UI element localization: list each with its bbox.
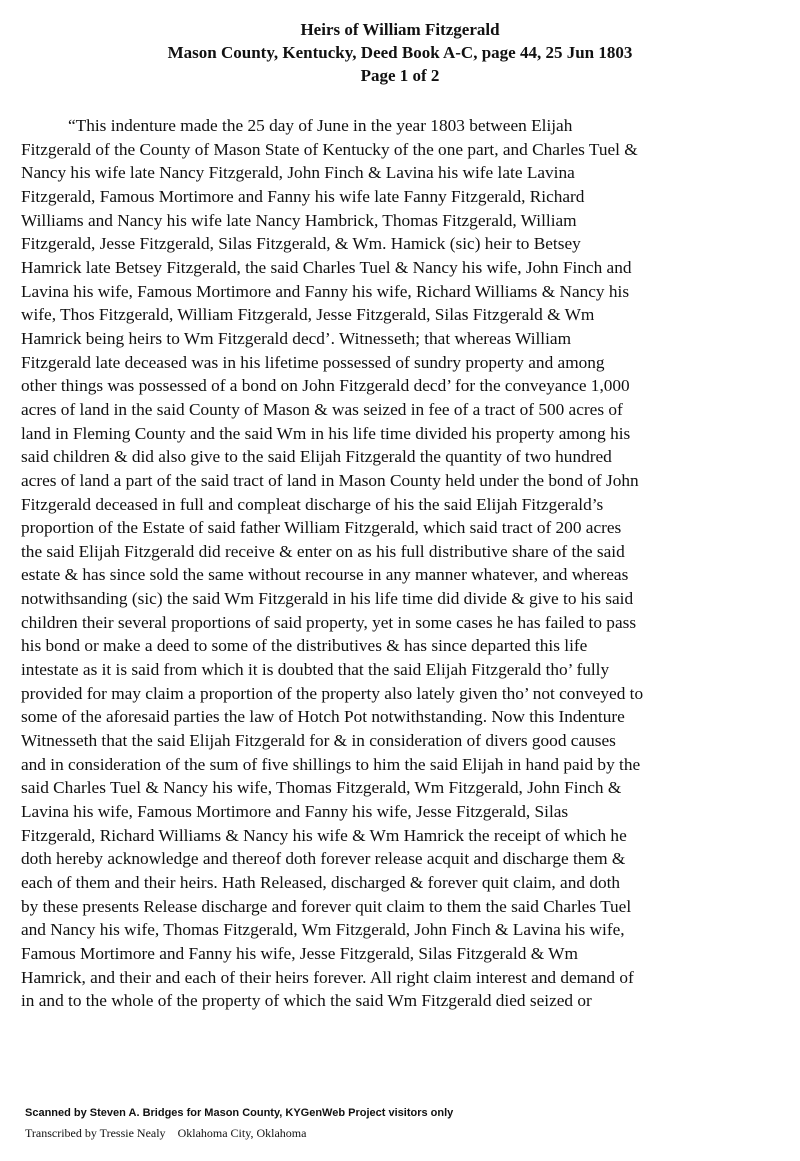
body-line: proportion of the Estate of said father William Fitzgerald, which said tract of 200 acres: [21, 518, 622, 538]
body-line: wife, Thos Fitzgerald, William Fitzgerald, Jesse Fitzgerald, Silas Fitzgerald & Wm: [21, 305, 595, 325]
body-line: Lavina his wife, Famous Mortimore and Fanny his wife, Richard Williams & Nancy his: [21, 281, 630, 301]
scan-credit: Scanned by Steven A. Bridges for Mason County, KYGenWeb Project visitors only: [25, 1107, 454, 1119]
body-line: and in consideration of the sum of five shillings to him the said Elijah in hand paid by the: [21, 754, 641, 774]
body-line: Fitzgerald, Jesse Fitzgerald, Silas Fitzgerald, & Wm. Hamick (sic) heir to Betsey: [21, 234, 581, 254]
page-number-label: Page 1 of 2: [360, 66, 440, 85]
document-title: Heirs of William Fitzgerald: [300, 20, 500, 39]
transcriber-credit: [25, 1125, 765, 1141]
body-line: intestate as it is said from which it is doubted that the said Elijah Fitzgerald tho’ fully: [21, 660, 610, 680]
transcriber-name: Transcribed by Tressie Nealy: [25, 1126, 166, 1140]
body-line: Witnesseth that the said Elijah Fitzgerald for & in consideration of divers good causes: [21, 731, 616, 751]
body-line: provided for may claim a proportion of the property also lately given tho’ not conveyed to: [21, 683, 644, 703]
body-line: “This indenture made the 25 day of June in the year 1803 between Elijah: [68, 116, 573, 135]
document-subtitle: Mason County, Kentucky, Deed Book A-C, page 44, 25 Jun 1803: [167, 43, 633, 62]
body-line: children their several proportions of said property, yet in some cases he has failed to pass: [21, 612, 637, 632]
body-line: and Nancy his wife, Thomas Fitzgerald, Wm Fitzgerald, John Finch & Lavina his wife,: [21, 920, 625, 940]
body-line: Famous Mortimore and Fanny his wife, Jesse Fitzgerald, Silas Fitzgerald & Wm: [21, 943, 578, 963]
body-line: some of the aforesaid parties the law of Hotch Pot notwithstanding. Now this Indenture: [21, 707, 625, 727]
body-line: Nancy his wife late Nancy Fitzgerald, John Finch & Lavina his wife late Lavina: [21, 163, 575, 183]
body-line: Hamrick, and their and each of their heirs forever. All right claim interest and demand of: [21, 967, 634, 987]
body-line: in and to the whole of the property of which the said Wm Fitzgerald died seized or: [21, 991, 592, 1011]
body-line: by these presents Release discharge and forever quit claim to them the said Charles Tuel: [21, 896, 632, 916]
body-line: his bond or make a deed to some of the distributives & has since departed this life: [21, 636, 588, 656]
body-line: each of them and their heirs. Hath Released, discharged & forever quit claim, and doth: [21, 873, 621, 892]
body-line: said children & did also give to the said Elijah Fitzgerald the quantity of two hundred: [21, 447, 612, 467]
body-line: the said Elijah Fitzgerald did receive & enter on as his full distributive share of the said: [21, 541, 625, 561]
body-line: acres of land a part of the said tract of land in Mason County held under the bond of John: [21, 470, 639, 490]
transcriber-location: Oklahoma City, Oklahoma: [177, 1126, 307, 1140]
body-line: acres of land in the said County of Mason & was seized in fee of a tract of 500 acres of: [21, 399, 623, 419]
body-line: Hamrick being heirs to Wm Fitzgerald decd’. Witnesseth; that whereas William: [21, 328, 572, 348]
body-line: doth hereby acknowledge and thereof doth forever release acquit and discharge them &: [21, 849, 626, 869]
deed-transcription-body: [21, 114, 773, 1013]
body-line: said Charles Tuel & Nancy his wife, Thomas Fitzgerald, Wm Fitzgerald, John Finch &: [21, 778, 622, 798]
body-line: Fitzgerald of the County of Mason State of Kentucky of the one part, and Charles Tuel &: [21, 139, 638, 159]
body-line: Fitzgerald, Richard Williams & Nancy his wife & Wm Hamrick the receipt of which he: [21, 825, 627, 845]
document-footer: [25, 1105, 765, 1141]
body-line: Lavina his wife, Famous Mortimore and Fanny his wife, Jesse Fitzgerald, Silas: [21, 802, 569, 822]
body-line: other things was possessed of a bond on John Fitzgerald decd’ for the conveyance 1,000: [21, 376, 630, 396]
body-line: notwithsanding (sic) the said Wm Fitzgerald in his life time did divide & give to his said: [21, 589, 634, 609]
body-line: land in Fleming County and the said Wm in his life time divided his property among his: [21, 423, 631, 443]
body-line: Williams and Nancy his wife late Nancy Hambrick, Thomas Fitzgerald, William: [21, 210, 577, 230]
body-line: Fitzgerald, Famous Mortimore and Fanny his wife late Fanny Fitzgerald, Richard: [21, 186, 585, 206]
document-header: [0, 18, 800, 87]
body-line: Fitzgerald deceased in full and compleat discharge of his the said Elijah Fitzgerald’s: [21, 494, 604, 514]
body-line: estate & has since sold the same without recourse in any manner whatever, and whereas: [21, 565, 629, 585]
body-line: Hamrick late Betsey Fitzgerald, the said Charles Tuel & Nancy his wife, John Finch and: [21, 257, 632, 277]
body-line: Fitzgerald late deceased was in his lifetime possessed of sundry property and among: [21, 352, 605, 372]
